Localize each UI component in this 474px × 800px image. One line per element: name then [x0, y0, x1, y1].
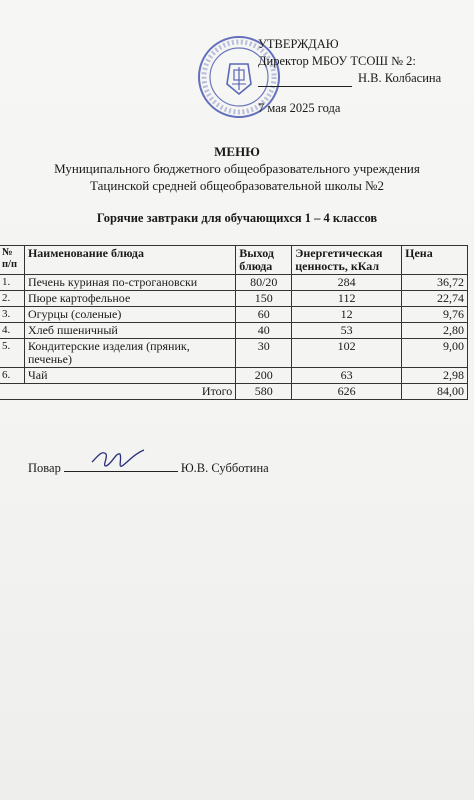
- total-energy: 626: [292, 384, 402, 400]
- table-row: [0, 307, 468, 323]
- table-header-row: [0, 246, 468, 275]
- dish-output: 200: [236, 368, 292, 384]
- cook-signature-line: [64, 460, 178, 472]
- page-title: МЕНЮ: [214, 144, 260, 159]
- dish-output: 60: [236, 307, 292, 323]
- dish-price: 2,98: [402, 368, 468, 384]
- total-label: Итого: [0, 384, 236, 400]
- column-header-energy: Энергетическая ценность, кКал: [292, 246, 402, 275]
- column-header-price: Цена: [402, 246, 468, 275]
- cook-signature-row: [28, 460, 269, 476]
- cook-label: Повар: [28, 461, 61, 475]
- dish-energy: 102: [292, 339, 402, 368]
- dish-energy: 284: [292, 275, 402, 291]
- cook-name: Ю.В. Субботина: [180, 461, 269, 475]
- dish-energy: 53: [292, 323, 402, 339]
- table-row: [0, 339, 468, 368]
- total-row: [0, 384, 468, 400]
- org-line-2: Тацинской средней общеобразовательной школы №2: [90, 178, 384, 193]
- dish-output: 80/20: [236, 275, 292, 291]
- dish-name: Хлеб пшеничный: [24, 323, 235, 339]
- dish-name: Огурцы (соленые): [24, 307, 235, 323]
- dish-price: 22,74: [402, 291, 468, 307]
- menu-table: [0, 245, 468, 400]
- column-header-number: № п/п: [0, 246, 24, 275]
- dish-output: 40: [236, 323, 292, 339]
- dish-price: 9,00: [402, 339, 468, 368]
- dish-output: 150: [236, 291, 292, 307]
- dish-energy: 112: [292, 291, 402, 307]
- dish-name: Кондитерские изделия (пряник, печенье): [24, 339, 235, 368]
- dish-output: 30: [236, 339, 292, 368]
- table-row: [0, 275, 468, 291]
- organization-name: [0, 160, 474, 194]
- dish-price: 36,72: [402, 275, 468, 291]
- dish-name: Печень куриная по-строгановски: [24, 275, 235, 291]
- approval-position: Директор МБОУ ТСОШ № 2:: [258, 54, 416, 68]
- dish-energy: 63: [292, 368, 402, 384]
- row-number: 2.: [0, 291, 24, 307]
- row-number: 3.: [0, 307, 24, 323]
- menu-subtitle: Горячие завтраки для обучающихся 1 – 4 классов: [96, 211, 378, 225]
- table-row: [0, 368, 468, 384]
- row-number: 1.: [0, 275, 24, 291]
- dish-name: Пюре картофельное: [24, 291, 235, 307]
- total-price: 84,00: [402, 384, 468, 400]
- approval-heading: УТВЕРЖДАЮ: [258, 37, 339, 51]
- org-line-1: Муниципального бюджетного общеобразовательного учреждения: [54, 161, 420, 176]
- row-number: 5.: [0, 339, 24, 368]
- dish-energy: 12: [292, 307, 402, 323]
- column-header-output: Выход блюда: [236, 246, 292, 275]
- approval-date: 7 мая 2025 года: [258, 101, 341, 115]
- dish-price: 9,76: [402, 307, 468, 323]
- director-name: Н.В. Колбасина: [358, 71, 442, 85]
- dish-price: 2,80: [402, 323, 468, 339]
- row-number: 4.: [0, 323, 24, 339]
- row-number: 6.: [0, 368, 24, 384]
- column-header-name: Наименование блюда: [24, 246, 235, 275]
- dish-name: Чай: [24, 368, 235, 384]
- total-output: 580: [236, 384, 292, 400]
- table-row: [0, 291, 468, 307]
- director-signature-row: [258, 70, 472, 87]
- approval-block: [258, 36, 472, 117]
- director-signature-line: [258, 74, 352, 87]
- table-row: [0, 323, 468, 339]
